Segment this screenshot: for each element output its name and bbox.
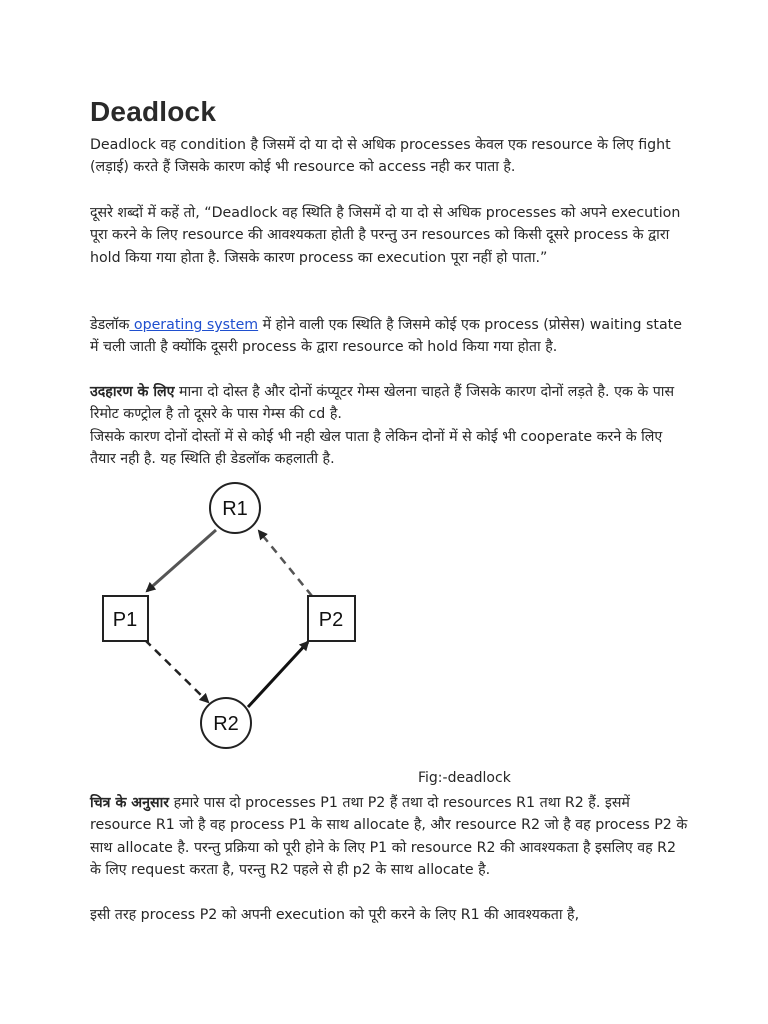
example-text: माना दो दोस्त है और दोनों कंप्यूटर गेम्स खेलना चाहते हैं जिसके कारण दोनों लड़ते है. एक के पास रिमोट कण्ट्रोल है तो दूसरे के पास गेम्स की cd है. xyxy=(90,384,675,423)
final-paragraph: इसी तरह process P2 को अपनी execution को पूरी करने के लिए R1 की आवश्यकता है, xyxy=(90,907,580,923)
edge-p1-to-r2 xyxy=(145,640,208,702)
definition-paragraph: दूसरे शब्दों में कहें तो, “Deadlock वह स्थिति है जिसमें दो या दो से अधिक processes को अपने execution पूरा करने के लिए resource की आवश्यकता होती है परन्तु उन resources को किसी दूसरे process के द्वारा hold किया गया होता है. जिसके कारण process का execution पूरा नहीं हो पाता.” xyxy=(90,205,681,266)
resource-r1-label: R1 xyxy=(222,498,248,520)
os-paragraph xyxy=(90,314,690,359)
page-title: Deadlock xyxy=(90,96,217,127)
deadlock-term: डेडलॉक xyxy=(90,317,130,333)
process-p1-label: P1 xyxy=(112,609,138,631)
deadlock-diagram xyxy=(95,478,365,760)
intro-paragraph: Deadlock वह condition है जिसमें दो या दो से अधिक processes केवल एक resource के लिए fight (लड़ाई) करते हैं जिसके कारण कोई भी resource को access नही कर पाता है. xyxy=(90,137,671,176)
operating-system-link[interactable]: operating system xyxy=(129,317,259,333)
edge-r1-to-p1 xyxy=(147,530,216,591)
example-label: उदहारण के लिए xyxy=(90,384,175,400)
process-p2-label: P2 xyxy=(318,609,344,631)
explanation-label: चित्र के अनुसार xyxy=(90,795,170,811)
edge-r2-to-p2 xyxy=(248,642,308,707)
explanation-text: हमारे पास दो processes P1 तथा P2 हैं तथा दो resources R1 तथा R2 हैं. इसमें resource R1 जो है वह process P1 के साथ allocate है, और resource R2 जो है वह process P2 के साथ allocate है. परन्तु प्रक्रिया को पूरी होने के लिए P1 को resource R2 की आवश्यकता है इसलिए वह R2 के लिए request करता है, परन्तु R2 पहले से ही p2 के साथ allocate है. xyxy=(90,795,688,878)
resource-r2-label: R2 xyxy=(213,713,239,735)
example-paragraph xyxy=(90,381,690,426)
edge-p2-to-r1 xyxy=(259,531,312,596)
explanation-paragraph xyxy=(90,792,690,881)
figure-caption: Fig:-deadlock xyxy=(418,770,511,786)
conclusion-paragraph: जिसके कारण दोनों दोस्तों में से कोई भी नही खेल पाता है लेकिन दोनों में से कोई भी cooperate करने के लिए तैयार नही है. यह स्थिति ही डेडलॉक कहलाती है. xyxy=(90,429,663,468)
os-paragraph-rest: में होने वाली एक स्थिति है जिसमे कोई एक process (प्रोसेस) waiting state में चली जाती है क्योंकि दूसरी process के द्वारा resource को hold किया गया होता है. xyxy=(90,317,682,356)
